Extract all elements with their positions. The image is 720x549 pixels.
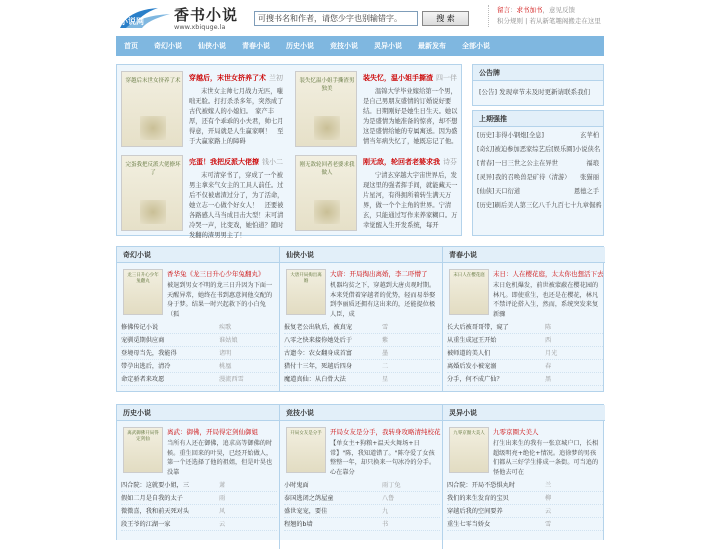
category-fantasy: [117, 247, 279, 391]
book-desc: 打生出来生的我有一张京城户口，长相超级明亮+绝伦+情况。追徐梦的男孩们都从三好学生排成一条街。可当追的怪他去可在: [493, 440, 599, 476]
book-desc: 末可清穿书了，穿成了一个被男主拿来气女主的工具人前任。过后不仅被虐渣过分了，为了活命，她立志一心做个好女人！ 还要被各路感人马当成目击大型！末可清冷哭一声，比变戏，她怕道？随时发翻的渣男男主了！: [189, 172, 284, 239]
book-cover[interactable]: 装失忆温小姐手撕渣男独美: [295, 71, 357, 147]
notice-line-2: 积分规则 | 若从新笔趣阁搬走在这里: [497, 17, 601, 25]
book-title[interactable]: 离武：御佛，开局得定剑仙御姐: [167, 428, 258, 436]
category-list: [121, 321, 277, 386]
main-nav: [116, 36, 604, 56]
book-author: 钱小二: [262, 158, 283, 166]
category-row: [116, 246, 604, 392]
featured-book[interactable]: [291, 151, 461, 235]
book-desc: 末日危机爆发，前世被蒙蔽在樱花园的林凡。即使重生，也还是在樱花，林凡不禁评论搭入生，然而，系统突发来复新骤: [493, 282, 599, 318]
nav-supernatural[interactable]: 灵异小说: [374, 42, 402, 50]
announcement-text[interactable]: [公告] 发现章节未及时更新请联系我们: [479, 88, 591, 96]
book-desc: 末世女主帅七月战力无匹，嗤咄无脸。打打杀杀多年，突然成了古代被嫁人的小媳妇。 家产丰厚，还有个乖乖的小夫君，帅七月得意，开局就是人生赢家啊！ 至于大赢家路上的障碍: [189, 88, 284, 145]
site-logo[interactable]: [118, 4, 238, 32]
list-item[interactable]: 从重生成冠王开始 西: [447, 334, 603, 347]
book-desc: 机器均贫之下，穿越到大唐贞观时期。本来凭借着穿越者的优势，轻而易举娶到李丽质还拥有这出来的，还能提位极人臣，成: [330, 282, 436, 318]
list-item[interactable]: 我们的来生发育的宝贝 柳: [447, 492, 603, 505]
book-cover[interactable]: 末日人在樱花庭: [449, 269, 489, 315]
list-item[interactable]: 长大后被哥哥带，窥了 陈: [447, 321, 603, 334]
list-item[interactable]: 修佛传记小说 疾歌: [121, 321, 277, 334]
list-item[interactable]: 泰国逃闭之鸽屋童 八鲁: [284, 492, 440, 505]
category-title[interactable]: 奇幻小说: [117, 247, 279, 263]
category-list: [447, 479, 603, 531]
book-desc: 当所有人还在御佛，追求高等御佛的时候。重生回来的叶昊，已经开始做人，第一个还选择了他的祖姐，但是叶昊也没靠: [167, 440, 273, 476]
list-item[interactable]: 盛世宠宠，要佳 九: [284, 505, 440, 518]
category-list: [447, 321, 603, 386]
search-button[interactable]: 搜 索: [422, 11, 469, 26]
category-title[interactable]: 青春小说: [443, 247, 605, 263]
recommend-panel: [472, 110, 604, 236]
notice-feedback-link[interactable]: 留言: [497, 6, 510, 14]
category-title[interactable]: 灵异小说: [443, 405, 605, 421]
recommend-item[interactable]: [历史] 刷后美人第三亿八千九百七十九章 倔鸦: [477, 202, 602, 209]
nav-home[interactable]: 首页: [124, 42, 138, 50]
book-title[interactable]: 装失忆，温小姐手撕渣: [363, 74, 433, 82]
list-item[interactable]: 小时鬼面 雨丁兔: [284, 479, 440, 492]
category-top-book[interactable]: [121, 267, 277, 317]
category-sports: [280, 405, 442, 549]
header-notice: [488, 5, 604, 27]
search-input[interactable]: [254, 11, 418, 26]
category-top-book[interactable]: [447, 425, 603, 475]
list-item[interactable]: 古遗今：农女翻身成首富 墨: [284, 347, 440, 360]
book-title[interactable]: 末日：人在樱花庭，太太你也想活下去: [493, 270, 604, 278]
recommend-item[interactable]: [仙侠] 天口衍道 恩德之手: [477, 188, 599, 195]
book-cover[interactable]: 刚无敌轮回者老婆求我做人: [295, 155, 357, 231]
category-top-book[interactable]: [121, 425, 277, 475]
site-header: [0, 0, 720, 36]
list-item[interactable]: 被师道的美人们 月光: [447, 347, 603, 360]
book-desc: 温锦大学毕业嫁给第一个男，是自己男朋友盛情的订婚说好要结。日期刚好是她生日生天。她以为是盛情为她准备的惊喜，却不想这是盛情给她的专属寓送。因为盛情当年病失忆了，她既忘记了他。: [363, 88, 458, 145]
list-item[interactable]: 假如二月是自我的太子 雨: [121, 492, 277, 505]
recommend-item[interactable]: [青春] 一日三世之公主在异世 福琅: [477, 160, 599, 167]
category-title[interactable]: 历史小说: [117, 405, 279, 421]
list-item[interactable]: 重生七零当娇女 雪: [447, 518, 603, 531]
nav-history[interactable]: 历史小说: [286, 42, 314, 50]
book-author: 四一伴: [436, 74, 457, 82]
book-cover[interactable]: 大唐开局掏出离婚: [286, 269, 326, 315]
category-list: [121, 479, 277, 531]
category-xianxia: [280, 247, 442, 391]
category-top-book[interactable]: [447, 267, 603, 317]
category-top-book[interactable]: [284, 425, 440, 475]
book-cover[interactable]: 完蛋我把反派大佬撩坏了: [121, 155, 183, 231]
category-list: [284, 479, 440, 531]
category-history: [117, 405, 279, 549]
book-title[interactable]: 完蛋！我把反派大佬撩: [189, 158, 259, 166]
list-item[interactable]: 登境母当先，我能得 诸明: [121, 347, 277, 360]
announcement-panel: [472, 64, 604, 106]
nav-youth[interactable]: 青春小说: [242, 42, 270, 50]
logo-url: www.xbiquge.la: [174, 23, 226, 31]
book-cover[interactable]: 开局女友是分手: [286, 427, 326, 473]
notice-opinion-link[interactable]: 意见反馈: [549, 6, 575, 14]
list-item[interactable]: 命定骄者来攻愿 漫流西雪: [121, 373, 277, 386]
notice-request-link[interactable]: 求书加书: [516, 6, 543, 14]
book-cover[interactable]: 九零京圈大美人: [449, 427, 489, 473]
list-item[interactable]: 离婚后发小被宠溺 春: [447, 360, 603, 373]
book-author: 诗芬: [443, 158, 457, 166]
recommend-item[interactable]: [灵异] 我的召唤兽是矿待（清游） 张猫丽: [477, 174, 599, 181]
nav-sports[interactable]: 竞技小说: [330, 42, 358, 50]
list-item[interactable]: 段王爷的江湖一家 云: [121, 518, 277, 531]
list-item[interactable]: 程翘的b墙 书: [284, 518, 440, 531]
nav-fantasy[interactable]: 奇幻小说: [154, 42, 182, 50]
recommend-item[interactable]: [奇幻] 被迫参加恶家综艺后[娱乐圈]小说 侠名: [477, 146, 601, 153]
book-desc: 【单女主+狗粮+温天火舞场+日常】"陈，我知道错了。"陈夺爱了女孩整整一年，却只换来一句冰冷的分手。心在靠分: [330, 440, 436, 476]
list-item[interactable]: 猎付十三年，死越后四身 二: [284, 360, 440, 373]
featured-book[interactable]: [117, 67, 287, 151]
nav-latest[interactable]: 最新发布: [418, 42, 446, 50]
category-title[interactable]: 竞技小说: [280, 405, 442, 421]
nav-all[interactable]: 全部小说: [462, 42, 490, 50]
category-title[interactable]: 仙侠小说: [280, 247, 442, 263]
book-cover[interactable]: 龙三日升心少年兔翻丸: [123, 269, 163, 315]
notice-line-1: 留言：求书加书，意见反馈: [497, 6, 575, 14]
category-top-book[interactable]: [284, 267, 440, 317]
list-item[interactable]: 宠驯觅期供应商 谁姑娘: [121, 334, 277, 347]
featured-books: [116, 64, 462, 239]
list-item[interactable]: 八零之快来接你她处后于 紫: [284, 334, 440, 347]
book-title[interactable]: 大唐：开局掏出离婚，李二吓懵了: [330, 270, 428, 278]
recommend-item[interactable]: [历史] 非得小钢炮[全息] 玄苹柏: [477, 132, 599, 139]
list-item[interactable]: 带孕出逃后，清冷 桃凰: [121, 360, 277, 373]
book-title[interactable]: 穿越后，末世女挤养了术: [189, 74, 266, 82]
featured-book[interactable]: [291, 67, 461, 151]
book-author: 兰初: [269, 74, 283, 82]
book-desc: 宁清玄穿越大宇宙世界后，发现这里的强者挥手间，就能藏天一片星河，有得拥所着转生满天万界，做一个个主角的世界。宁清玄，只能通过写作来养家糊口。万幸觉醒入生开发系统，每开: [363, 172, 458, 229]
announcement-title: 公告牌: [473, 65, 603, 81]
nav-xianxia[interactable]: 仙侠小说: [198, 42, 226, 50]
book-title[interactable]: 香华兔《龙三日升心少年兔翻丸》: [167, 270, 265, 278]
book-title[interactable]: 九零京圈大美人: [493, 428, 539, 436]
featured-book[interactable]: [117, 151, 287, 239]
category-youth: [443, 247, 605, 391]
category-row: [116, 404, 604, 540]
book-cover[interactable]: 穿越后末世女挤养了术: [121, 71, 183, 147]
logo-mark: 小说网: [120, 17, 144, 26]
book-title[interactable]: 开局女友是分手，我转身攻略清纯校花: [330, 428, 441, 436]
list-item[interactable]: 四合院：开局不恐惧丸时 兰: [447, 479, 603, 492]
list-item[interactable]: 四合院：这就要小姐，三 萧: [121, 479, 277, 492]
recommend-title: 上期强推: [473, 111, 603, 127]
logo-name: 香书小说: [174, 6, 239, 24]
list-item[interactable]: 魔道真仙：从白骨大法 星: [284, 373, 440, 386]
book-title[interactable]: 刚无敌，轮回者老婆求我: [363, 158, 440, 166]
list-item[interactable]: 微微喜，我和前天死对头 风: [121, 505, 277, 518]
category-supernatural: [443, 405, 605, 549]
list-item[interactable]: 分手，何不成广仙？ 黑: [447, 373, 603, 386]
list-item[interactable]: 报复老公出轨后，被真宠 雪: [284, 321, 440, 334]
category-list: [284, 321, 440, 386]
book-desc: 被退到男女不明的龙三日升因为下面一天醒异常，她终在书到惠意间他交配的身于梦。结果一时兴起救下的小白兔（狐: [167, 282, 273, 318]
book-cover[interactable]: 离武御佛开局得定剑仙: [123, 427, 163, 473]
list-item[interactable]: 穿越后我的空间要养 云: [447, 505, 603, 518]
